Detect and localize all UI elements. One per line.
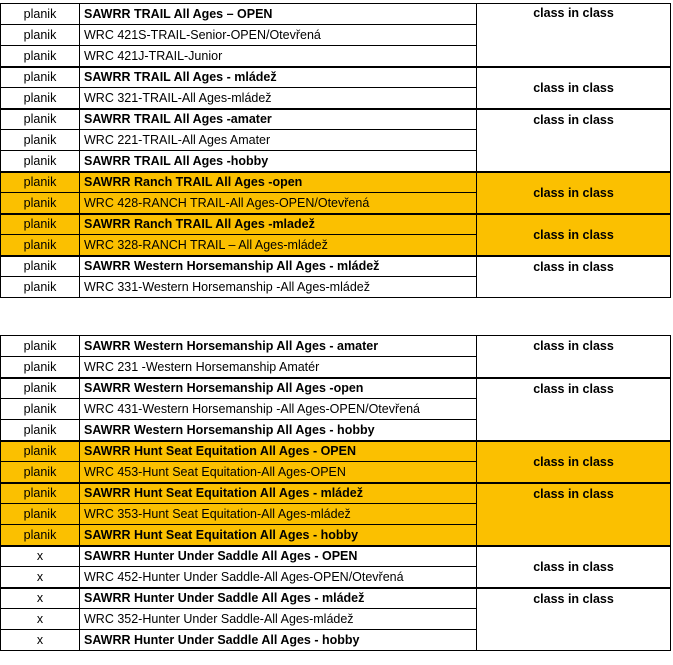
class-in-class-cell: class in class	[477, 214, 671, 256]
class-name-cell: WRC 421J-TRAIL-Junior	[80, 46, 477, 67]
class-name-cell: SAWRR Western Horsemanship All Ages - amater	[80, 336, 477, 357]
status-cell: planik	[1, 214, 80, 235]
class-in-class-cell: class in class	[477, 172, 671, 214]
table-row	[1, 172, 671, 193]
class-name-cell: WRC 452-Hunter Under Saddle-All Ages-OPEN/Otevřená	[80, 567, 477, 588]
status-cell: planik	[1, 67, 80, 88]
status-cell: planik	[1, 399, 80, 420]
class-name-cell: SAWRR TRAIL All Ages - mládež	[80, 67, 477, 88]
status-cell: planik	[1, 256, 80, 277]
status-cell: planik	[1, 525, 80, 546]
table-row	[1, 256, 671, 277]
table-row	[1, 441, 671, 462]
class-name-cell: SAWRR Western Horsemanship All Ages -open	[80, 378, 477, 399]
status-cell: planik	[1, 483, 80, 504]
status-cell: planik	[1, 88, 80, 109]
table-row	[1, 109, 671, 130]
class-in-class-cell: class in class	[477, 336, 671, 378]
class-name-cell: WRC 421S-TRAIL-Senior-OPEN/Otevřená	[80, 25, 477, 46]
table-row	[1, 378, 671, 399]
status-cell: x	[1, 630, 80, 651]
status-cell: planik	[1, 420, 80, 441]
class-in-class-cell: class in class	[477, 588, 671, 651]
status-cell: planik	[1, 357, 80, 378]
status-cell: x	[1, 546, 80, 567]
class-name-cell: SAWRR Ranch TRAIL All Ages -open	[80, 172, 477, 193]
class-in-class-cell: class in class	[477, 4, 671, 67]
class-name-cell: WRC 431-Western Horsemanship -All Ages-OPEN/Otevřená	[80, 399, 477, 420]
class-name-cell: WRC 353-Hunt Seat Equitation-All Ages-mládež	[80, 504, 477, 525]
status-cell: planik	[1, 504, 80, 525]
status-cell: planik	[1, 378, 80, 399]
class-in-class-cell: class in class	[477, 67, 671, 109]
status-cell: planik	[1, 4, 80, 25]
table-row	[1, 483, 671, 504]
class-in-class-cell: class in class	[477, 483, 671, 546]
class-name-cell: SAWRR Hunter Under Saddle All Ages - hobby	[80, 630, 477, 651]
status-cell: x	[1, 609, 80, 630]
class-name-cell: WRC 331-Western Horsemanship -All Ages-mládež	[80, 277, 477, 298]
schedule-table-1	[0, 3, 671, 298]
status-cell: planik	[1, 193, 80, 214]
class-in-class-cell: class in class	[477, 378, 671, 441]
class-name-cell: SAWRR Ranch TRAIL All Ages -mladež	[80, 214, 477, 235]
table-row	[1, 546, 671, 567]
class-name-cell: SAWRR Hunter Under Saddle All Ages - OPEN	[80, 546, 477, 567]
status-cell: planik	[1, 336, 80, 357]
class-name-cell: WRC 328-RANCH TRAIL – All Ages-mládež	[80, 235, 477, 256]
class-name-cell: WRC 428-RANCH TRAIL-All Ages-OPEN/Otevřená	[80, 193, 477, 214]
class-in-class-cell: class in class	[477, 109, 671, 172]
class-name-cell: WRC 352-Hunter Under Saddle-All Ages-mládež	[80, 609, 477, 630]
status-cell: planik	[1, 46, 80, 67]
status-cell: x	[1, 588, 80, 609]
class-name-cell: SAWRR Hunt Seat Equitation All Ages - mládež	[80, 483, 477, 504]
table-row	[1, 4, 671, 25]
class-name-cell: SAWRR Western Horsemanship All Ages - hobby	[80, 420, 477, 441]
class-name-cell: SAWRR Hunt Seat Equitation All Ages - OPEN	[80, 441, 477, 462]
status-cell: planik	[1, 25, 80, 46]
schedule-table-2	[0, 335, 671, 651]
class-name-cell: SAWRR TRAIL All Ages -hobby	[80, 151, 477, 172]
status-cell: planik	[1, 235, 80, 256]
status-cell: planik	[1, 462, 80, 483]
class-name-cell: WRC 321-TRAIL-All Ages-mládež	[80, 88, 477, 109]
status-cell: planik	[1, 130, 80, 151]
class-name-cell: WRC 221-TRAIL-All Ages Amater	[80, 130, 477, 151]
class-name-cell: WRC 453-Hunt Seat Equitation-All Ages-OPEN	[80, 462, 477, 483]
class-name-cell: SAWRR TRAIL All Ages – OPEN	[80, 4, 477, 25]
class-name-cell: SAWRR Hunter Under Saddle All Ages - mládež	[80, 588, 477, 609]
table-row	[1, 336, 671, 357]
class-in-class-cell: class in class	[477, 441, 671, 483]
status-cell: x	[1, 567, 80, 588]
class-name-cell: SAWRR TRAIL All Ages -amater	[80, 109, 477, 130]
status-cell: planik	[1, 109, 80, 130]
status-cell: planik	[1, 151, 80, 172]
class-name-cell: SAWRR Hunt Seat Equitation All Ages - hobby	[80, 525, 477, 546]
table-row	[1, 214, 671, 235]
status-cell: planik	[1, 172, 80, 193]
table-row	[1, 67, 671, 88]
class-in-class-cell: class in class	[477, 546, 671, 588]
class-name-cell: WRC 231 -Western Horsemanship Amatér	[80, 357, 477, 378]
class-name-cell: SAWRR Western Horsemanship All Ages - mládež	[80, 256, 477, 277]
table-row	[1, 588, 671, 609]
class-in-class-cell: class in class	[477, 256, 671, 298]
status-cell: planik	[1, 441, 80, 462]
status-cell: planik	[1, 277, 80, 298]
